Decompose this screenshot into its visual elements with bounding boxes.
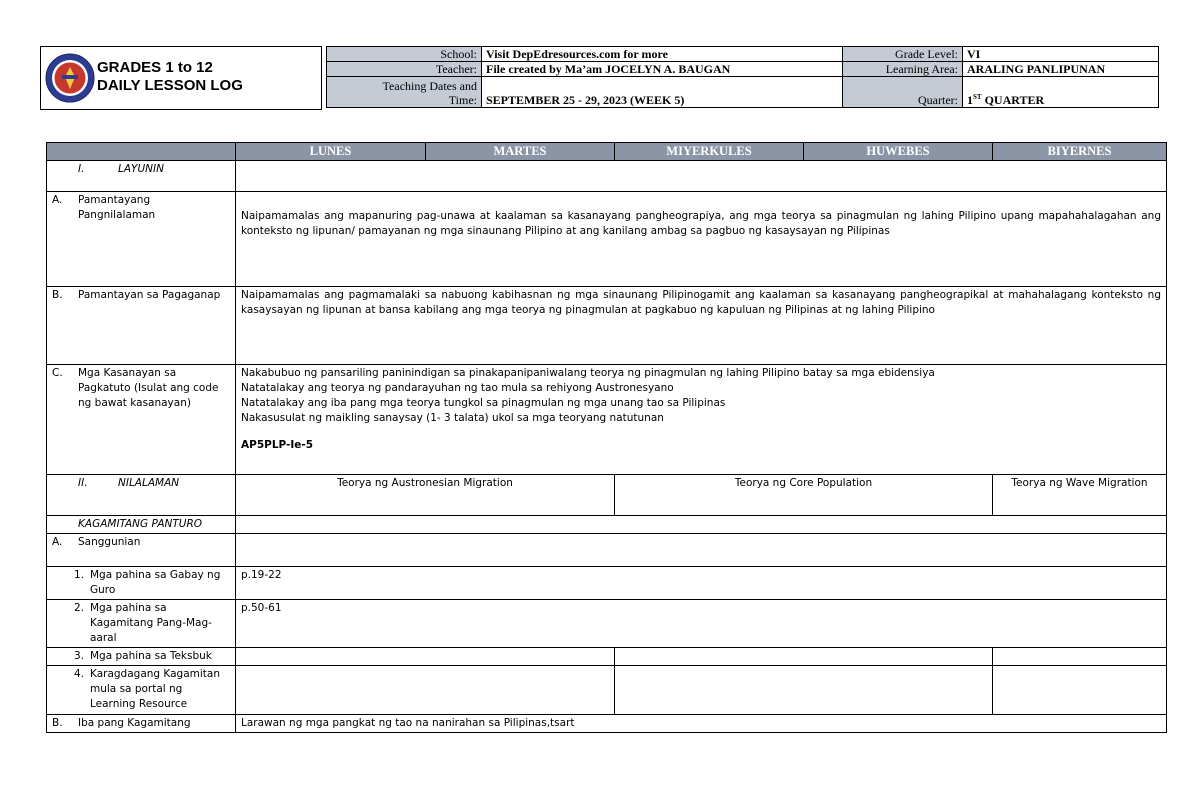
day-header-row [47, 143, 1167, 161]
learning-area-value: ARALING PANLIPUNAN [963, 62, 1159, 77]
item3-text: Mga pahina sa Teksbuk [90, 650, 212, 662]
day-miyerkules: MIYERKULES [615, 143, 804, 161]
teacher-value: File created by Ma’am JOCELYN A. BAUGAN [482, 62, 843, 77]
nilalaman-label [47, 475, 236, 516]
form-title-line2: DAILY LESSON LOG [97, 77, 243, 94]
day-huwebes: HUWEBES [804, 143, 993, 161]
teaching-dates-label-line2: Time: [448, 93, 477, 107]
kagamitang-pang-mag-aaral-content: p.50-61 [236, 600, 1167, 648]
sanggunian-text: Sanggunian [78, 536, 141, 548]
item4-num: 4. [74, 668, 85, 680]
item3-num: 3. [74, 650, 85, 662]
item2-text: Mga pahina sa Kagamitang Pang-Mag-aaral [90, 602, 212, 644]
karagdagang-kagamitan-label [47, 666, 236, 715]
teksbuk-label [47, 648, 236, 666]
row-pamantayang-pangnilalaman [47, 192, 1167, 287]
day-martes: MARTES [426, 143, 615, 161]
layunin-text: LAYUNIN [118, 163, 164, 175]
header-info-table [326, 46, 1159, 108]
learning-area-label: Learning Area: [843, 62, 963, 77]
item1-text: Mga pahina sa Gabay ng Guro [90, 569, 221, 596]
quarter-suffix: ST [973, 93, 982, 101]
teacher-label: Teacher: [327, 62, 482, 77]
layunin-num: I. [78, 163, 85, 175]
teksbuk-col1 [236, 648, 615, 666]
row-kasanayan-sa-pagkatuto [47, 365, 1167, 475]
pamantayan-sa-pagaganap-label [47, 287, 236, 365]
c-num: C. [52, 367, 63, 379]
sanggunian-num: A. [52, 536, 63, 548]
row-karagdagang-kagamitan [47, 666, 1167, 715]
teksbuk-col2 [615, 648, 993, 666]
kasanayan-line-2: Natatalakay ang teorya ng pandarayuhan ng tao mula sa rehiyong Austronesyano [241, 382, 674, 394]
kasanayan-sa-pagkatuto-content [236, 365, 1167, 475]
pamantayang-pangnilalaman-content: Naipamamalas ang mapanuring pag-unawa at kaalaman sa kasanayang pangheograpiya, ang mga teorya sa pinagmulan ng lahing Pilipino upang mapahahalagahan ang konteksto ng lipunan/ pamayanan ng mga sinaunang Pilipino at ang kanilang ambag sa pagbuo ng kasaysayan ng Pilipinas [236, 192, 1167, 287]
kagamitang-panturo-label: KAGAMITANG PANTURO [47, 516, 236, 534]
iba-text: Iba pang Kagamitang [78, 717, 191, 729]
teksbuk-col3 [993, 648, 1167, 666]
iba-num: B. [52, 717, 63, 729]
teaching-dates-label-line1: Teaching Dates and [382, 79, 477, 93]
karagdagang-kagamitan-col2 [615, 666, 993, 715]
header-title-box [40, 46, 322, 110]
day-biyernes: BIYERNES [993, 143, 1167, 161]
nilalaman-austronesian: Teorya ng Austronesian Migration [236, 475, 615, 516]
pamantayan-sa-pagaganap-content: Naipamamalas ang pagmamalaki sa nabuong kabihasnan ng mga sinaunang Pilipinogamit ang kaalaman sa kasanayang pangheograpikal at mahahalagang konteksto ng kasaysayan ng lipunan at bansa kabilang ang mga teorya ng pinagmulan at pagkabuo ng kapuluan ng Pilipinas at ng lahing Pilipino [236, 287, 1167, 365]
kasanayan-line-3: Natatalakay ang iba pang mga teorya tungkol sa pinagmulan ng mga unang tao sa Pilipinas [241, 397, 726, 409]
item2-num: 2. [74, 602, 85, 614]
gabay-ng-guro-label [47, 567, 236, 600]
competency-code: AP5PLP-Ie-5 [241, 439, 314, 451]
school-label: School: [327, 47, 482, 62]
row-pamantayan-sa-pagaganap [47, 287, 1167, 365]
lesson-log-table [46, 142, 1167, 733]
row-nilalaman [47, 475, 1167, 516]
a-text: Pamantayang Pangnilalaman [78, 194, 156, 221]
row-gabay-ng-guro [47, 567, 1167, 600]
sanggunian-label [47, 534, 236, 567]
gabay-ng-guro-content: p.19-22 [236, 567, 1167, 600]
quarter-value [963, 77, 1159, 108]
iba-pang-kagamitang-label [47, 715, 236, 733]
row-teksbuk [47, 648, 1167, 666]
quarter-number: 1 [967, 93, 973, 107]
item4-text: Karagdagang Kagamitan mula sa portal ng Learning Resource [90, 668, 220, 710]
pamantayang-pangnilalaman-label [47, 192, 236, 287]
row-kagamitang-panturo [47, 516, 1167, 534]
iba-pang-kagamitang-content: Larawan ng mga pangkat ng tao na nanirahan sa Pilipinas,tsart [236, 715, 1167, 733]
deped-seal-icon [45, 53, 95, 103]
sanggunian-content [236, 534, 1167, 567]
layunin-label [47, 161, 236, 192]
karagdagang-kagamitan-col1 [236, 666, 615, 715]
quarter-text: QUARTER [981, 93, 1045, 107]
nilalaman-text: NILALAMAN [118, 477, 180, 489]
form-title-line1: GRADES 1 to 12 [97, 59, 213, 76]
b-num: B. [52, 289, 63, 301]
school-value: Visit DepEdresources.com for more [482, 47, 843, 62]
a-num: A. [52, 194, 63, 206]
quarter-label: Quarter: [843, 77, 963, 108]
teaching-dates-label [327, 77, 482, 108]
karagdagang-kagamitan-col3 [993, 666, 1167, 715]
row-iba-pang-kagamitang [47, 715, 1167, 733]
row-layunin [47, 161, 1167, 192]
grade-level-label: Grade Level: [843, 47, 963, 62]
b-text: Pamantayan sa Pagaganap [78, 289, 221, 301]
day-lunes: LUNES [236, 143, 426, 161]
kasanayan-line-1: Nakabubuo ng pansariling paninindigan sa pinakapanipaniwalang teorya ng pinagmulan ng lahing Pilipino batay sa mga ebidensiya [241, 367, 935, 379]
kasanayan-sa-pagkatuto-label [47, 365, 236, 475]
nilalaman-num: II. [78, 477, 88, 489]
day-header-corner [47, 143, 236, 161]
nilalaman-core-population: Teorya ng Core Population [615, 475, 993, 516]
kagamitang-panturo-content [236, 516, 1167, 534]
nilalaman-wave-migration: Teorya ng Wave Migration [993, 475, 1167, 516]
teaching-dates-value: SEPTEMBER 25 - 29, 2023 (WEEK 5) [482, 77, 843, 108]
kagamitang-pang-mag-aaral-label [47, 600, 236, 648]
item1-num: 1. [74, 569, 85, 581]
grade-level-value: VI [963, 47, 1159, 62]
kasanayan-line-4: Nakasusulat ng maikling sanaysay (1- 3 talata) ukol sa mga teoryang natutunan [241, 412, 664, 424]
row-kagamitang-pang-mag-aaral [47, 600, 1167, 648]
layunin-content [236, 161, 1167, 192]
row-sanggunian [47, 534, 1167, 567]
c-text: Mga Kasanayan sa Pagkatuto (Isulat ang code ng bawat kasanayan) [78, 367, 219, 409]
